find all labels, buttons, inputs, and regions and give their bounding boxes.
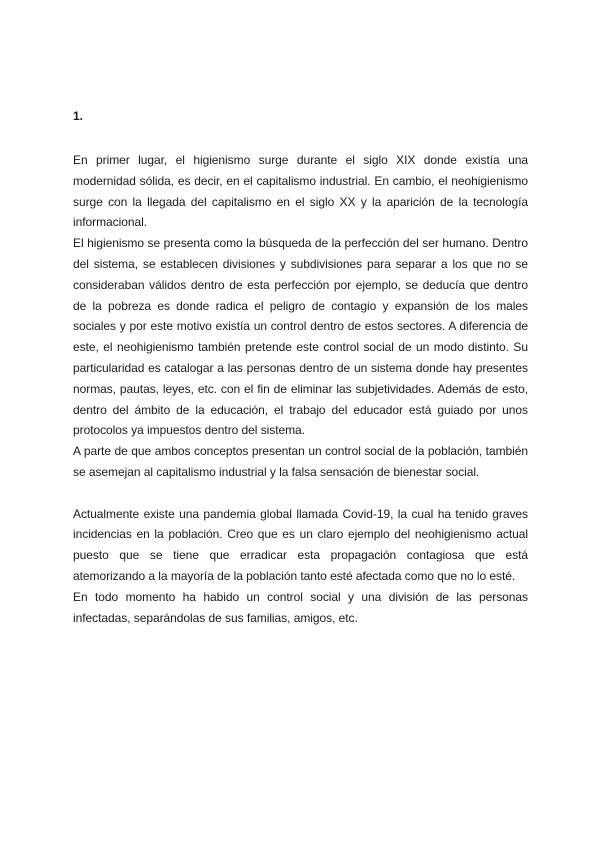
paragraph-similarities: A parte de que ambos conceptos presentan un control social de la población, también se asemejan al capitalismo industrial y la falsa sensación de bienestar social. <box>73 444 528 479</box>
paragraph-covid-example: Actualmente existe una pandemia global llamada Covid-19, la cual ha tenido graves incidencias en la población. Creo que es un claro ejemplo del neohigienismo actual puesto que se tiene que erradicar esta propagación contagiosa que está atemorizando a la mayoría de la población tanto esté afectada como que no lo esté. <box>73 506 528 583</box>
paragraph-social-control: En todo momento ha habido un control social y una división de las personas infectadas, separándolas de sus familias, amigos, etc. <box>73 589 528 625</box>
paragraph-origins: En primer lugar, el higienismo surge durante el siglo XIX donde existía una modernidad sólida, es decir, en el capitalismo industrial. En cambio, el neohigienismo surge con la llegada del capitalismo en el siglo XX y la aparición de la tecnología informacional. <box>73 153 528 230</box>
document-body <box>73 108 528 628</box>
paragraph-hygienism-comparison: El higienismo se presenta como la búsqueda de la perfección del ser humano. Dentro del sistema, se establecen divisiones y subdivisiones para separar a los que no se consideraban válidos dentro de esta perfección por ejemplo, se deducía que dentro de la pobreza es donde radica el peligro de contagio y expansión de los males sociales y por este motivo existía un control dentro de estos sectores. A diferencia de este, el neohigienismo también pretende este control social de un modo distinto. Su particularidad es catalogar a las personas dentro de un sistema donde hay presentes normas, pautas, leyes, etc. con el fin de eliminar las subjetividades. Además de esto, dentro del ámbito de la educación, el trabajo del educador está guiado por unos protocolos ya impuestos dentro del sistema. <box>73 236 528 438</box>
paragraph-spacer <box>73 483 528 504</box>
section-number-heading: 1. <box>73 109 84 123</box>
